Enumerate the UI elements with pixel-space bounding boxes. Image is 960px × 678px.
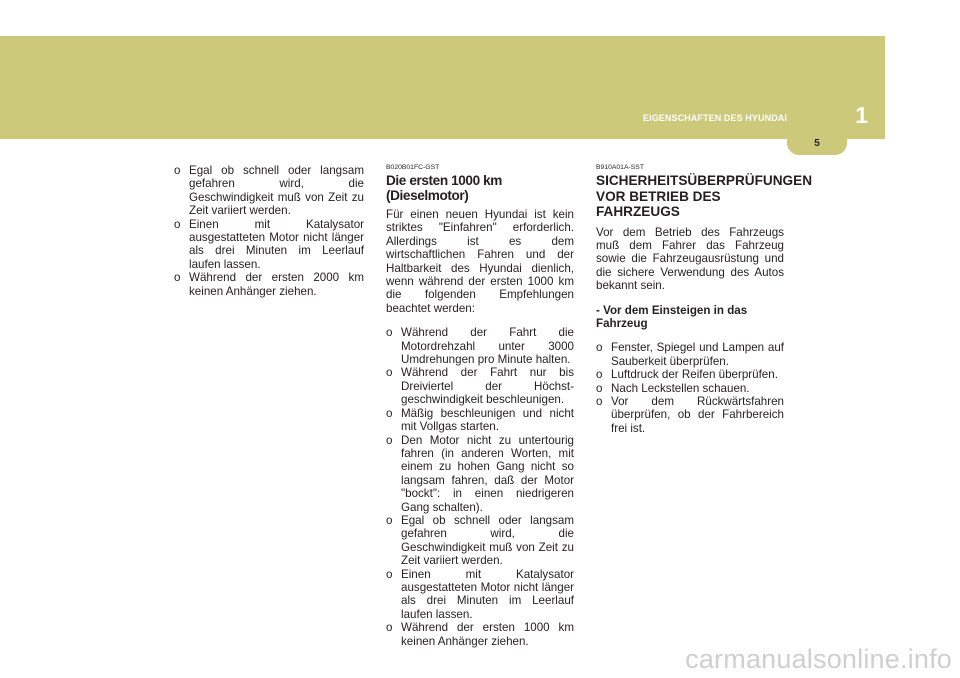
list-item [596, 368, 784, 381]
list-item-text: Luftdruck der Reifen überprüfen. [611, 368, 778, 382]
list-item [386, 326, 574, 366]
section-heading: SICHERHEITSÜBERPRÜFUNGEN VOR BETRIEB DES FAHRZEUGS [596, 173, 813, 219]
header-band [0, 36, 885, 139]
list-item [596, 395, 784, 435]
list-item-text: Vor dem Rückwärtsfahren überprüfen, ob der Fahrbereich frei ist. [611, 394, 784, 435]
list-item-text: Einen mit Katalysator ausgestatteten Motor nicht länger als drei Minuten im Leerlauf laufen lassen. [401, 567, 574, 621]
list-item [174, 218, 364, 272]
list-item [386, 568, 574, 622]
bullet: o [596, 394, 603, 408]
list-item [174, 164, 364, 218]
bullet: o [386, 406, 393, 420]
section-intro: Vor dem Betrieb des Fahrzeugs muß dem Fahrer das Fahrzeug sowie die Fahrzeugausrüstung und die sichere Verwendung des Autos bekannt sein. [596, 225, 784, 293]
bullet: o [386, 621, 393, 635]
list-item [386, 366, 574, 406]
list-item-text: Während der Fahrt nur bis Dreiviertel der Höchst-geschwindigkeit beschleunigen. [401, 366, 574, 407]
list-item-text: Nach Leckstellen schauen. [611, 381, 750, 395]
page-number: 5 [814, 138, 820, 149]
list-item-text: Egal ob schnell oder langsam gefahren wird, die Geschwindigkeit muß von Zeit zu Zeit variiert werden. [189, 164, 364, 218]
section-code: B020B01FC-GST [386, 164, 440, 171]
bullet: o [386, 366, 393, 380]
list-item-text: Während der ersten 2000 km keinen Anhänger ziehen. [189, 271, 364, 298]
section-code: B910A01A-SST [596, 164, 644, 171]
watermark: carmanualsonline.info [685, 644, 952, 674]
list-item [596, 382, 784, 395]
bullet: o [596, 341, 603, 355]
column-3 [596, 164, 813, 435]
bullet: o [174, 271, 181, 285]
bullet: o [386, 513, 393, 527]
list-item-text: Fenster, Spiegel und Lampen auf Sauberkeit überprüfen. [611, 341, 784, 368]
list-item [386, 434, 574, 514]
list-item-text: Egal ob schnell oder langsam gefahren wird, die Geschwindigkeit muß von Zeit zu Zeit variiert werden. [401, 513, 574, 568]
list-item-text: Während der Fahrt die Motordrehzahl unter 3000 Umdrehungen pro Minute halten. [401, 326, 574, 367]
list-item-text: Während der ersten 1000 km keinen Anhänger ziehen. [401, 621, 574, 648]
bullet: o [174, 164, 181, 177]
bullet: o [386, 433, 393, 447]
column-1 [174, 164, 364, 298]
list-item-text: Den Motor nicht zu untertourig fahren (in anderen Worten, mit einem zu hohen Gang nicht so langsam fahren, daß der Motor "bockt": in einen niedrigeren Gang schalten). [401, 433, 574, 514]
chapter-number: 1 [855, 102, 868, 128]
bullet: o [386, 567, 393, 581]
bullet: o [596, 368, 603, 382]
section-intro: Für einen neuen Hyundai ist kein striktes "Einfahren" erforderlich. Allerdings ist es dem wirtschaftlichen Fahren und der Haltbarkeit des Hyundai dienlich, wenn während der ersten 1000 km die folgenden Empfehlungen beachtet werden: [386, 208, 574, 315]
bullet: o [174, 217, 181, 231]
bullet: o [386, 326, 393, 340]
list-item [596, 341, 784, 368]
list-item-text: Einen mit Katalysator ausgestatteten Motor nicht länger als drei Minuten im Leerlauf laufen lassen. [189, 217, 364, 271]
bullet: o [596, 381, 603, 395]
list-item-text: Mäßig beschleunigen und nicht mit Vollgas starten. [401, 406, 574, 434]
section-subheading: - Vor dem Einsteigen in das Fahrzeug [596, 303, 748, 330]
list-item [386, 407, 574, 434]
chapter-title: EIGENSCHAFTEN DES HYUNDAI [642, 113, 787, 123]
page-tab [787, 135, 847, 155]
section-heading: Die ersten 1000 km (Dieselmotor) [386, 173, 502, 203]
list-item [174, 271, 364, 298]
list-item [386, 514, 574, 568]
column-2 [386, 164, 574, 648]
